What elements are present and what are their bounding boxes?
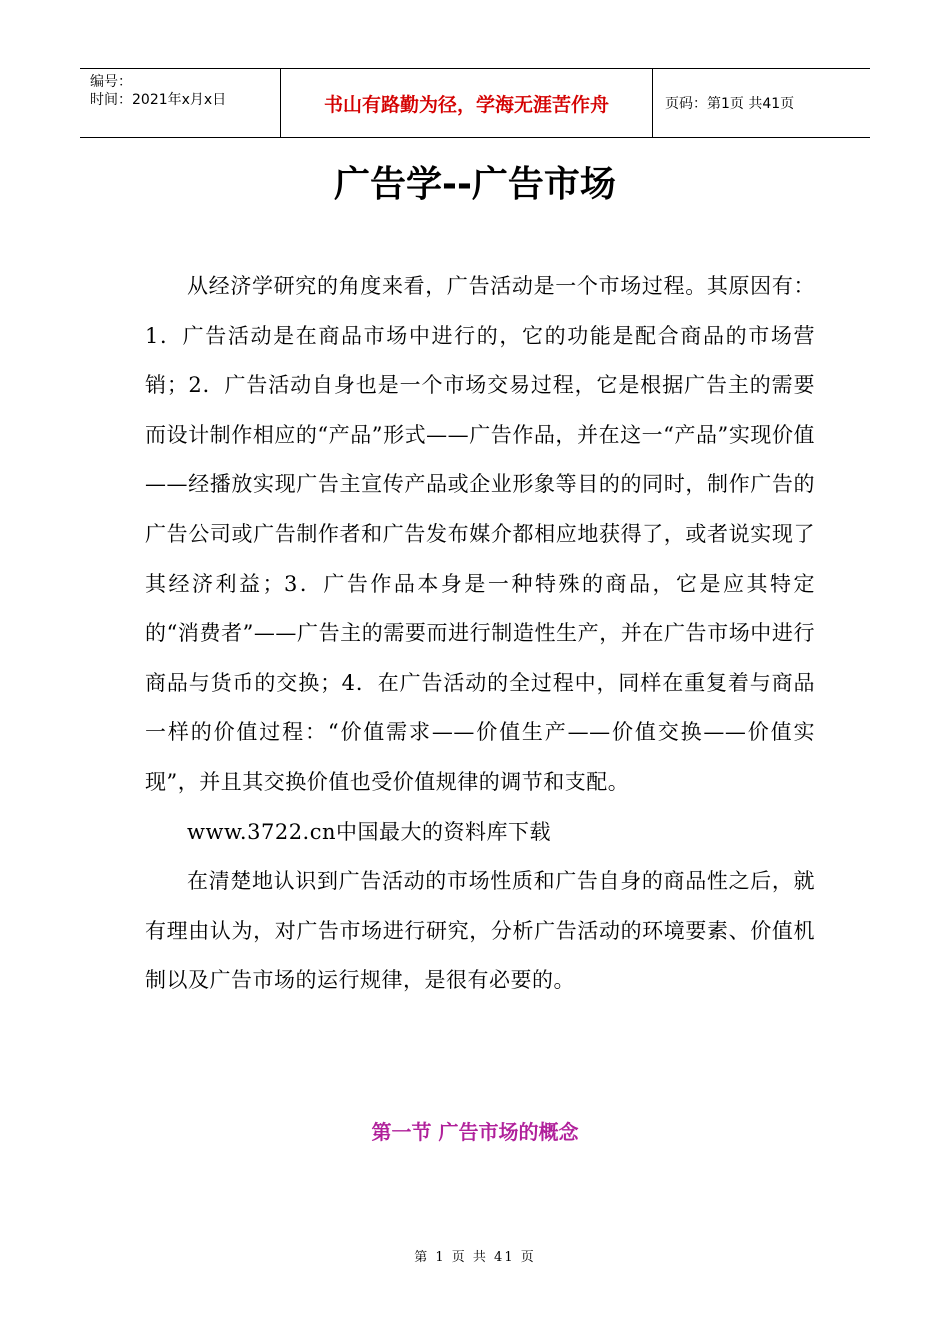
document-header bbox=[80, 68, 870, 138]
header-page-info: 页码：第1页 共41页 bbox=[665, 96, 795, 112]
date-label: 时间：2021年x月x日 bbox=[90, 92, 227, 108]
document-body bbox=[145, 262, 815, 1006]
header-meta bbox=[80, 69, 281, 137]
body-paragraph: www.3722.cn中国最大的资料库下载 bbox=[187, 819, 552, 844]
body-paragraph: 在清楚地认识到广告活动的市场性质和广告自身的商品性之后，就有理由认为，对广告市场进行研究，分析广告活动的环境要素、价值机制以及广告市场的运行规律，是很有必要的。 bbox=[145, 869, 815, 993]
header-motto: 书山有路勤为径，学海无涯苦作舟 bbox=[281, 69, 653, 137]
document-title: 广告学--广告市场 bbox=[334, 164, 616, 205]
section-heading: 第一节 广告市场的概念 bbox=[371, 1120, 579, 1144]
page-footer: 第 1 页 共 41 页 bbox=[414, 1250, 536, 1265]
number-label: 编号： bbox=[90, 74, 132, 90]
body-paragraph: 从经济学研究的角度来看，广告活动是一个市场过程。其原因有：1．广告活动是在商品市场中进行的，它的功能是配合商品的市场营销；2．广告活动自身也是一个市场交易过程，它是根据广告主的需要而设计制作相应的“产品”形式——广告作品，并在这一“产品”实现价值——经播放实现广告主宣传产品或企业形象等目的的同时，制作广告的广告公司或广告制作者和广告发布媒介都相应地获得了，或者说实现了其经济利益；3．广告作品本身是一种特殊的商品，它是应其特定的“消费者”——广告主的需要而进行制造性生产，并在广告市场中进行商品与货币的交换；4．在广告活动的全过程中，同样在重复着与商品一样的价值过程：“价值需求——价值生产——价值交换——价值实现”，并且其交换价值也受价值规律的调节和支配。 bbox=[145, 274, 815, 794]
